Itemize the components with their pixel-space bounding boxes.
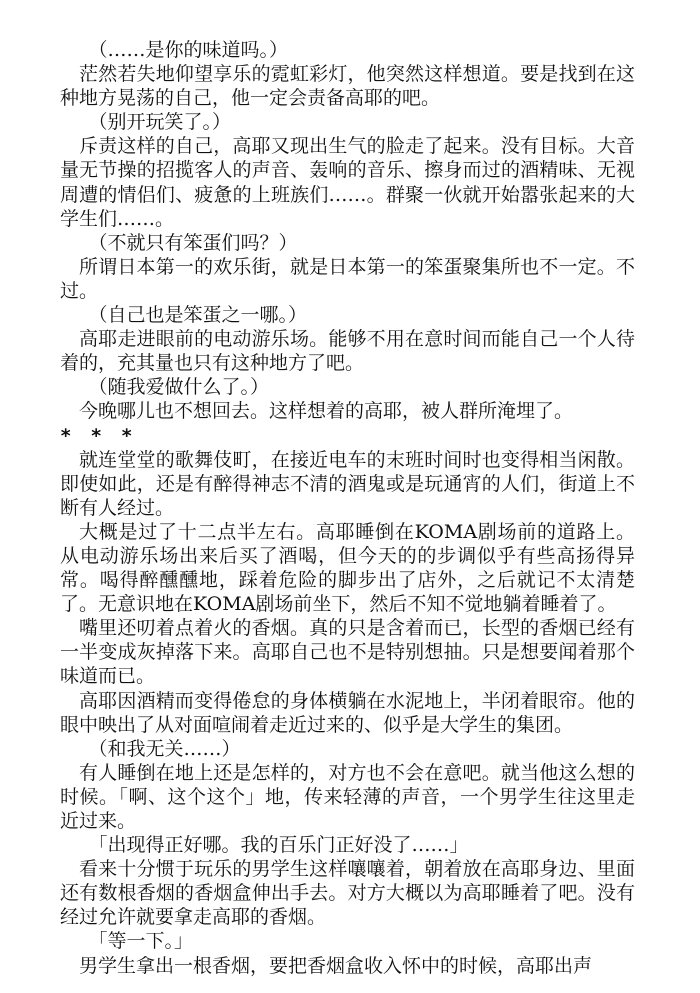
paragraph: 所谓日本第一的欢乐街，就是日本第一的笨蛋聚集所也不一定。不过。	[60, 255, 635, 302]
thought-line: （随我爱做什么了。）	[88, 376, 270, 399]
paragraph: 茫然若失地仰望享乐的霓虹彩灯，他突然这样想道。要是找到在这种地方晃荡的自己，他一定会责备高耶的吧。	[60, 63, 635, 110]
thought-line: （……是你的味道吗。）	[88, 39, 289, 61]
paragraph: 斥责这样的自己，高耶又现出生气的脸走了起来。没有目标。大音量无节操的招揽客人的声音、轰响的音乐、擦身而过的酒精味、无视周遭的情侣们、疲惫的上班族们……。群聚一伙就开始嚣张起来的大学生们……。	[60, 135, 635, 230]
thought-line: （和我无关……）	[88, 737, 241, 760]
thought-line: （自己也是笨蛋之一哪。）	[88, 304, 308, 327]
dialogue-line: 「出现得正好哪。我的百乐门正好没了……」	[88, 834, 469, 857]
paragraph: 看来十分惯于玩乐的男学生这样嚷嚷着，朝着放在高耶身边、里面还有数根香烟的香烟盒伸出手去。对方大概以为高耶睡着了吧。没有经过允许就要拿走高耶的香烟。	[60, 858, 635, 929]
paragraph: 嘴里还叨着点着火的香烟。真的只是含着而已，长型的香烟已经有一半变成灰掉落下来。高耶自己也不是特别想抽。只是想要闻着那个味道而已。	[60, 617, 635, 688]
thought-line: （不就只有笨蛋们吗？）	[88, 231, 298, 254]
paragraph: 今晚哪儿也不想回去。这样想着的高耶，被人群所淹埋了。	[79, 400, 574, 423]
thought-line: （别开玩笑了。）	[88, 111, 232, 134]
paragraph: 有人睡倒在地上还是怎样的，对方也不会在意吧。就当他这么想的时候。「啊、这个这个」地，传来轻薄的声音，一个男学生往这里走近过来。	[60, 761, 635, 832]
novel-page	[60, 38, 635, 978]
paragraph: 男学生拿出一根香烟，要把香烟盒收入怀中的时候，高耶出声	[79, 954, 593, 977]
paragraph: 就连堂堂的歌舞伎町，在接近电车的末班时间时也变得相当闲散。即使如此，还是有醉得神志不清的酒鬼或是玩通宵的人们，街道上不断有人经过。	[60, 448, 635, 519]
paragraph: 高耶因酒精而变得倦怠的身体横躺在水泥地上，半闭着眼帘。他的眼中映出了从对面喧闹着走近过来的、似乎是大学生的集团。	[60, 689, 635, 736]
paragraph: 大概是过了十二点半左右。高耶睡倒在KOMA剧场前的道路上。从电动游乐场出来后买了酒喝，但今天的的步调似乎有些高扬得异常。喝得醉醺醺地，踩着危险的脚步出了店外，之后就记不太清楚了。无意识地在KOMA剧场前坐下，然后不知不觉地躺着睡着了。	[60, 520, 635, 616]
dialogue-line: 「等一下。」	[88, 930, 194, 953]
paragraph: 高耶走进眼前的电动游乐场。能够不用在意时间而能自己一个人待着的，充其量也只有这种地方了吧。	[60, 328, 635, 375]
scene-separator: * * *	[60, 424, 137, 447]
